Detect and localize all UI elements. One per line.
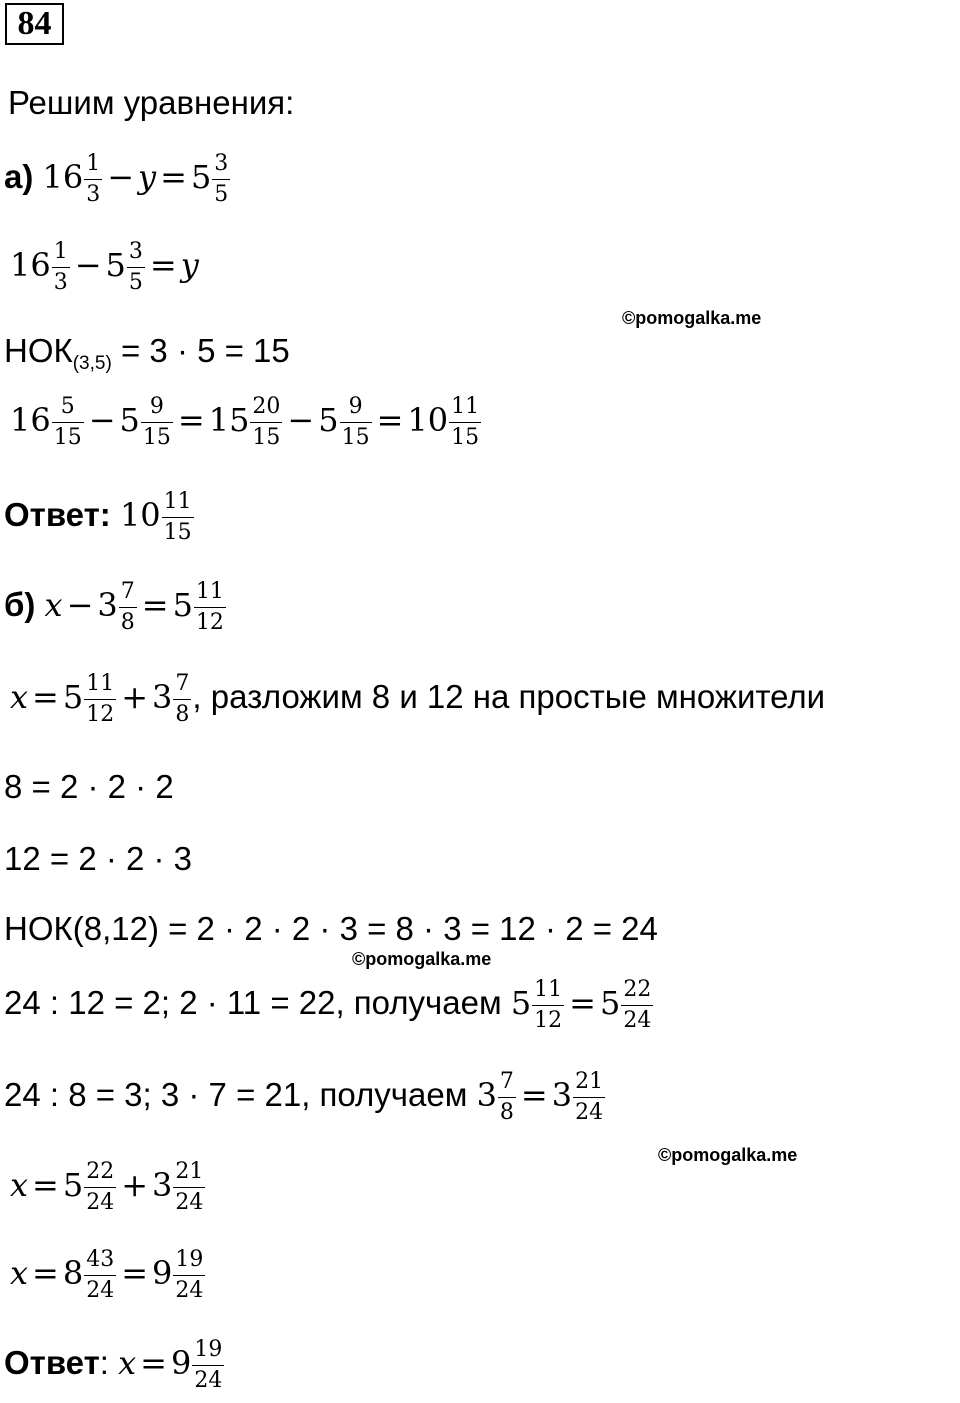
denominator: 24 bbox=[573, 1097, 605, 1125]
fraction bbox=[84, 152, 102, 207]
denominator: 3 bbox=[84, 179, 102, 207]
fraction bbox=[250, 395, 282, 450]
equals: = bbox=[121, 1254, 149, 1292]
fraction bbox=[119, 580, 137, 635]
operator: − bbox=[66, 586, 94, 624]
numerator: 3 bbox=[128, 239, 143, 264]
watermark: ©pomogalka.me bbox=[352, 949, 492, 969]
part-a-step-1 bbox=[10, 240, 199, 295]
operator: − bbox=[107, 158, 135, 196]
numerator: 7 bbox=[120, 579, 135, 604]
intro-text: Решим уравнения: bbox=[8, 84, 295, 121]
numerator: 11 bbox=[534, 977, 563, 1002]
numerator: 21 bbox=[175, 1159, 204, 1184]
whole: 16 bbox=[10, 246, 51, 284]
step-text: , разложим 8 и 12 на простые множители bbox=[192, 678, 826, 715]
whole: 5 bbox=[190, 158, 212, 196]
part-b-step-2 bbox=[4, 978, 654, 1033]
equals: = bbox=[520, 1076, 548, 1114]
operator: − bbox=[88, 401, 116, 439]
whole: 9 bbox=[152, 1254, 173, 1292]
whole: 9 bbox=[170, 1344, 192, 1382]
denominator: 12 bbox=[532, 1005, 564, 1033]
denominator: 5 bbox=[212, 179, 230, 207]
denominator: 15 bbox=[340, 422, 372, 450]
equals: = bbox=[177, 401, 205, 439]
denominator: 15 bbox=[162, 517, 194, 545]
part-b-step-3 bbox=[4, 1070, 606, 1125]
whole: 3 bbox=[551, 1076, 573, 1114]
part-b-label: б) bbox=[4, 586, 36, 623]
equals: = bbox=[149, 246, 177, 284]
operator: − bbox=[287, 401, 315, 439]
lcm-rest: = 3 · 5 = 15 bbox=[111, 332, 290, 369]
operator: − bbox=[74, 246, 102, 284]
denominator: 24 bbox=[192, 1365, 224, 1393]
denominator: 15 bbox=[52, 422, 84, 450]
fraction bbox=[127, 240, 145, 295]
fraction bbox=[52, 240, 70, 295]
whole: 3 bbox=[97, 586, 118, 624]
fraction bbox=[84, 1160, 116, 1215]
lcm-prefix: НОК bbox=[4, 332, 73, 369]
fraction bbox=[498, 1070, 516, 1125]
equals: = bbox=[32, 678, 59, 716]
denominator: 12 bbox=[194, 607, 226, 635]
denominator: 15 bbox=[449, 422, 481, 450]
fraction bbox=[194, 580, 226, 635]
denominator: 3 bbox=[52, 267, 70, 295]
equals: = bbox=[160, 158, 187, 196]
variable: x bbox=[10, 678, 29, 716]
variable: y bbox=[180, 246, 199, 284]
whole: 5 bbox=[62, 678, 84, 716]
whole: 5 bbox=[62, 1166, 84, 1204]
watermark: ©pomogalka.me bbox=[658, 1145, 798, 1165]
whole: 5 bbox=[510, 984, 532, 1022]
numerator: 1 bbox=[53, 239, 68, 264]
fraction bbox=[162, 490, 194, 545]
operator: + bbox=[121, 1166, 149, 1204]
numerator: 1 bbox=[86, 151, 101, 176]
fraction bbox=[340, 395, 372, 450]
fraction bbox=[192, 1338, 224, 1393]
whole: 5 bbox=[599, 984, 621, 1022]
whole: 5 bbox=[105, 246, 126, 284]
whole: 16 bbox=[42, 158, 84, 196]
denominator: 24 bbox=[84, 1275, 116, 1303]
numerator: 21 bbox=[575, 1069, 604, 1094]
denominator: 8 bbox=[119, 607, 137, 635]
factor-12: 12 = 2 · 2 · 3 bbox=[4, 840, 193, 877]
numerator: 11 bbox=[86, 671, 115, 696]
fraction bbox=[173, 1160, 205, 1215]
answer-label: Ответ: bbox=[4, 496, 111, 533]
numerator: 22 bbox=[623, 977, 652, 1002]
numerator: 3 bbox=[214, 151, 229, 176]
numerator: 9 bbox=[149, 394, 164, 419]
whole: 15 bbox=[208, 401, 250, 439]
part-b-step-4 bbox=[10, 1160, 206, 1215]
whole: 10 bbox=[119, 496, 161, 534]
fraction bbox=[173, 1248, 205, 1303]
variable: x bbox=[118, 1344, 137, 1382]
denominator: 15 bbox=[250, 422, 282, 450]
fraction bbox=[449, 395, 481, 450]
part-a-step-2 bbox=[10, 395, 482, 450]
numerator: 11 bbox=[451, 394, 480, 419]
equals: = bbox=[32, 1254, 59, 1292]
part-b-lcm: НОК(8,12) = 2 · 2 · 2 · 3 = 8 · 3 = 12 · 2 = 24 bbox=[4, 910, 658, 947]
denominator: 24 bbox=[173, 1275, 205, 1303]
task-number: 84 bbox=[5, 3, 64, 45]
numerator: 11 bbox=[195, 579, 224, 604]
numerator: 11 bbox=[163, 489, 192, 514]
part-a-label: а) bbox=[4, 158, 34, 195]
denominator: 24 bbox=[621, 1005, 653, 1033]
numerator: 20 bbox=[252, 394, 281, 419]
whole: 3 bbox=[476, 1076, 497, 1114]
numerator: 22 bbox=[86, 1159, 115, 1184]
part-b-step-5 bbox=[10, 1248, 206, 1303]
whole: 3 bbox=[152, 1166, 173, 1204]
whole: 5 bbox=[318, 401, 339, 439]
denominator: 24 bbox=[173, 1187, 205, 1215]
part-b-equation bbox=[4, 580, 227, 635]
numerator: 9 bbox=[348, 394, 363, 419]
part-a-equation bbox=[4, 152, 231, 207]
denominator: 12 bbox=[84, 699, 116, 727]
fraction bbox=[621, 978, 653, 1033]
numerator: 5 bbox=[60, 394, 75, 419]
answer-label: Ответ bbox=[4, 1344, 100, 1381]
numerator: 7 bbox=[175, 671, 190, 696]
whole: 16 bbox=[10, 401, 51, 439]
fraction bbox=[173, 672, 191, 727]
numerator: 19 bbox=[175, 1247, 204, 1272]
equals: = bbox=[140, 1344, 167, 1382]
fraction bbox=[532, 978, 564, 1033]
whole: 5 bbox=[119, 401, 140, 439]
whole: 3 bbox=[152, 678, 173, 716]
variable: y bbox=[138, 158, 157, 196]
denominator: 5 bbox=[127, 267, 145, 295]
operator: + bbox=[121, 678, 149, 716]
part-a-answer bbox=[4, 490, 195, 545]
equals: = bbox=[376, 401, 404, 439]
variable: x bbox=[10, 1166, 29, 1204]
variable: x bbox=[44, 586, 63, 624]
equals: = bbox=[32, 1166, 59, 1204]
part-a-lcm bbox=[4, 334, 290, 373]
fraction bbox=[573, 1070, 605, 1125]
numerator: 43 bbox=[86, 1247, 115, 1272]
fraction bbox=[84, 672, 116, 727]
denominator: 8 bbox=[498, 1097, 516, 1125]
whole: 10 bbox=[407, 401, 449, 439]
answer-colon: : bbox=[99, 1344, 109, 1381]
step-text: 24 : 12 = 2; 2 · 11 = 22, получаем bbox=[4, 984, 511, 1021]
equals: = bbox=[141, 586, 169, 624]
numerator: 7 bbox=[499, 1069, 514, 1094]
equals: = bbox=[569, 984, 596, 1022]
fraction bbox=[141, 395, 173, 450]
watermark: ©pomogalka.me bbox=[622, 308, 762, 328]
whole: 5 bbox=[172, 586, 193, 624]
denominator: 24 bbox=[84, 1187, 116, 1215]
fraction bbox=[52, 395, 84, 450]
fraction bbox=[84, 1248, 116, 1303]
variable: x bbox=[10, 1254, 29, 1292]
numerator: 19 bbox=[194, 1337, 223, 1362]
part-b-step-1 bbox=[10, 672, 825, 727]
denominator: 8 bbox=[173, 699, 191, 727]
factor-8: 8 = 2 · 2 · 2 bbox=[4, 768, 174, 805]
whole: 8 bbox=[62, 1254, 84, 1292]
fraction bbox=[212, 152, 230, 207]
step-text: 24 : 8 = 3; 3 · 7 = 21, получаем bbox=[4, 1076, 477, 1113]
denominator: 15 bbox=[141, 422, 173, 450]
lcm-subscript: (3,5) bbox=[72, 353, 112, 374]
part-b-answer bbox=[4, 1338, 225, 1393]
